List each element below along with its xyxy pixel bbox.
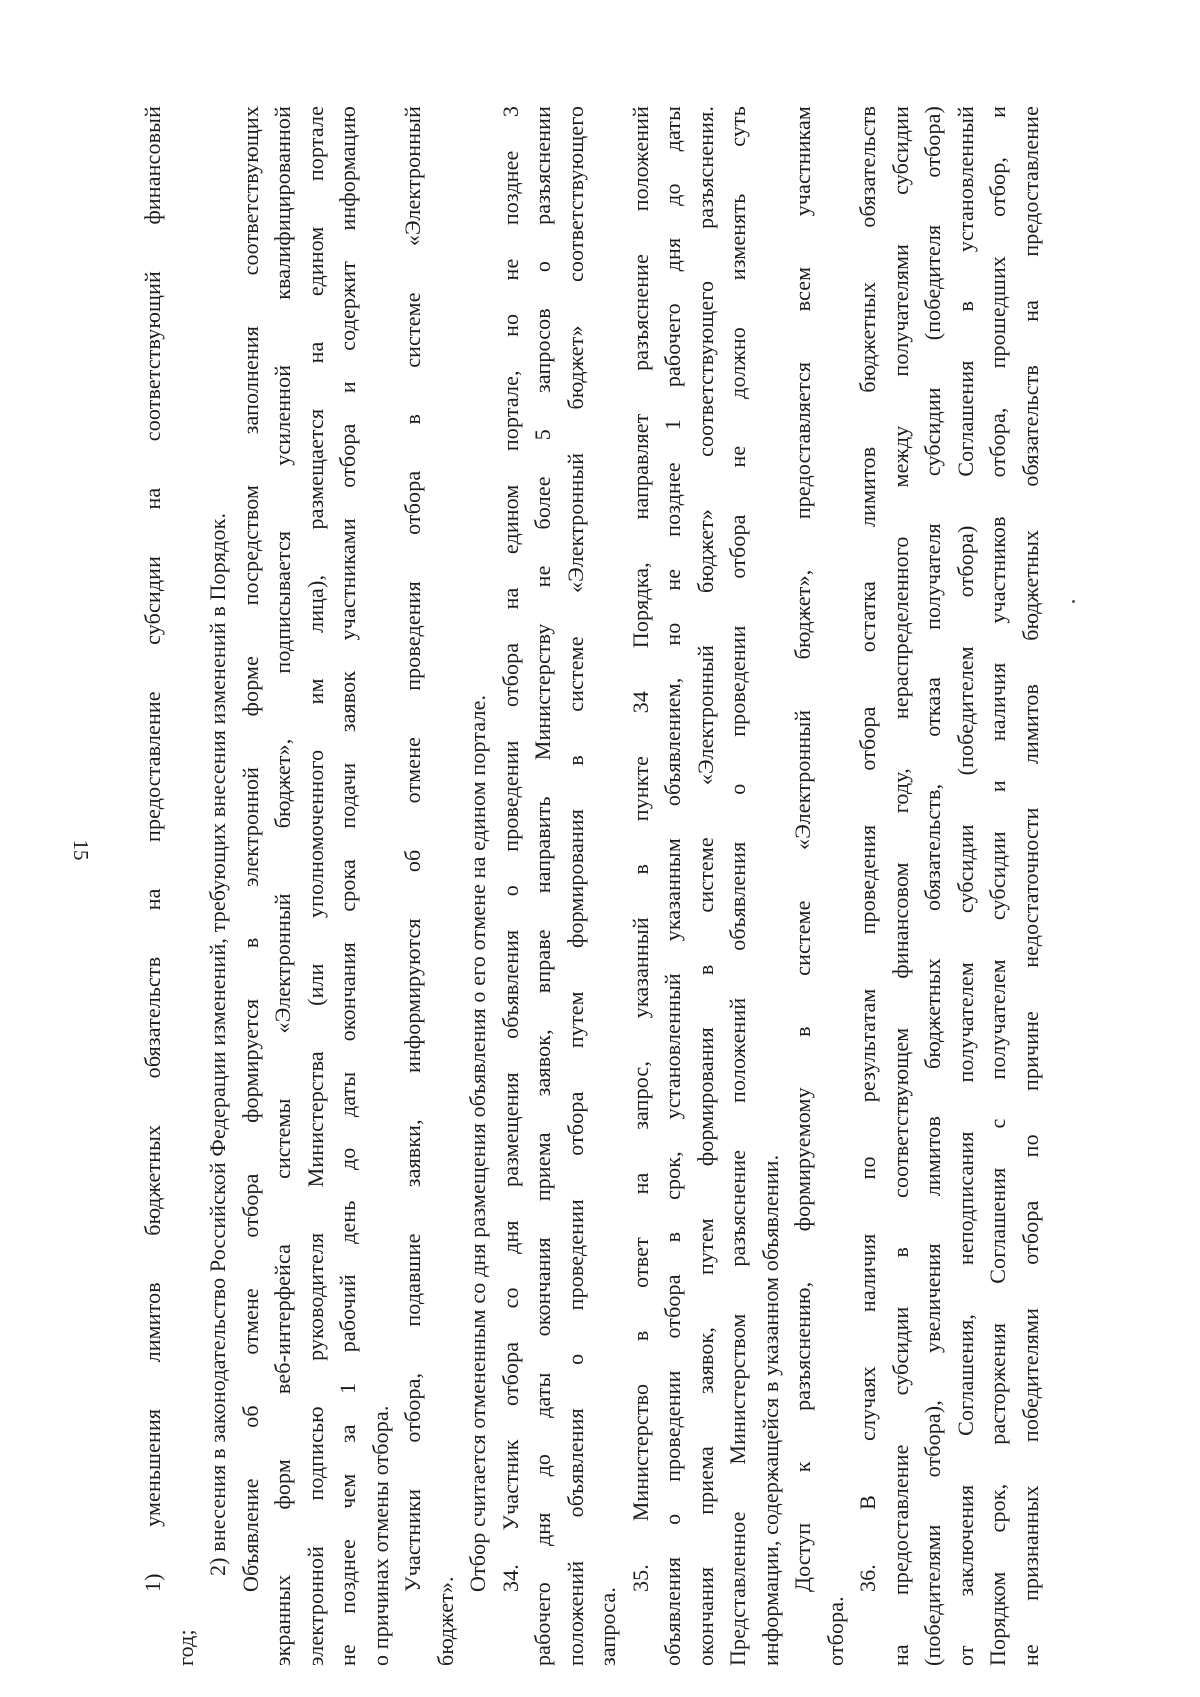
text-line: экранных форм веб-интерфейса системы «Электронный бюджет», подписывается усиленной квалифицированной bbox=[270, 106, 295, 1666]
text-line: Отбор считается отмененным со дня размещения объявления о его отмене на едином портале. bbox=[465, 694, 490, 1592]
text-line: информации, содержащейся в указанном объявлении. bbox=[757, 1154, 783, 1666]
text-line: запроса. bbox=[595, 1587, 620, 1666]
text-line: год; bbox=[172, 1629, 198, 1666]
rotated-page-content bbox=[137, 106, 1091, 1666]
text-line: 35. Министерство в ответ на запрос, указанный в пункте 34 Порядка, направляет разъяснение положений bbox=[627, 106, 653, 1592]
text-line: рабочего дня до даты окончания приема заявок, вправе направить Министерству не более 5 запросов о разъяснении bbox=[530, 106, 555, 1666]
text-line: не позднее чем за 1 рабочий день до даты окончания срока подачи заявок участниками отбора и содержит информацию bbox=[335, 106, 360, 1666]
text-line: электронной подписью руководителя Министерства (или уполномоченного им лица), размещается на едином портале bbox=[302, 106, 328, 1666]
text-line: 34. Участник отбора со дня размещения объявления о проведении отбора на едином портале, но не позднее 3 bbox=[497, 106, 523, 1592]
text-line: 2) внесения в законодательство Российской Федерации изменений, требующих внесения изменений в Порядок. bbox=[205, 512, 230, 1576]
text-line: Представленное Министерством разъяснение положений объявления о проведении отбора не должно изменять суть bbox=[725, 106, 750, 1666]
document-body bbox=[137, 106, 1047, 1666]
text-line: Объявление об отмене отбора формируется в электронной форме посредством заполнения соответствующих bbox=[237, 106, 263, 1592]
text-line: о причинах отмены отбора. bbox=[367, 1405, 393, 1666]
text-line: Доступ к разъяснению, формируемому в системе «Электронный бюджет», предоставляется всем участникам bbox=[790, 106, 815, 1592]
text-line: положений объявления о проведении отбора путем формирования в системе «Электронный бюджет» соответствующего bbox=[562, 106, 588, 1666]
text-line: (победителями отбора), увеличения лимитов бюджетных обязательств, отказа получателя субсидии (победителя отбора) bbox=[920, 106, 945, 1666]
text-line: 36. В случаях наличия по результатам проведения отбора остатка лимитов бюджетных обязательств bbox=[855, 106, 880, 1592]
scan-speck bbox=[1072, 600, 1075, 603]
text-line: Порядком срок, расторжения Соглашения с получателем субсидии и наличия участников отбора, прошедших отбор, и bbox=[985, 106, 1010, 1666]
page-number: 15 bbox=[69, 839, 93, 861]
text-line: окончания приема заявок, путем формирования в системе «Электронный бюджет» соответствующего разъяснения. bbox=[692, 106, 718, 1666]
text-line: на предоставление субсидии в соответствующем финансовом году, нераспределенного между получателями субсидии bbox=[887, 106, 913, 1666]
text-line: отбора. bbox=[822, 1596, 848, 1666]
text-line: объявления о проведении отбора в срок, установленный указанным объявлением, но не позднее 1 рабочего дня до даты bbox=[660, 106, 685, 1666]
text-line: Участники отбора, подавшие заявки, информируются об отмене проведения отбора в системе «Электронный bbox=[400, 106, 425, 1592]
text-line: бюджет». bbox=[432, 1576, 458, 1666]
text-line: от заключения Соглашения, неподписания получателем субсидии (победителем отбора) Соглашения в установленный bbox=[952, 106, 978, 1666]
text-line: 1) уменьшения лимитов бюджетных обязательств на предоставление субсидии на соответствующий финансовый bbox=[140, 106, 165, 1592]
text-line: не признанных победителями отбора по причине недостаточности лимитов бюджетных обязательств на предоставление bbox=[1017, 106, 1043, 1666]
